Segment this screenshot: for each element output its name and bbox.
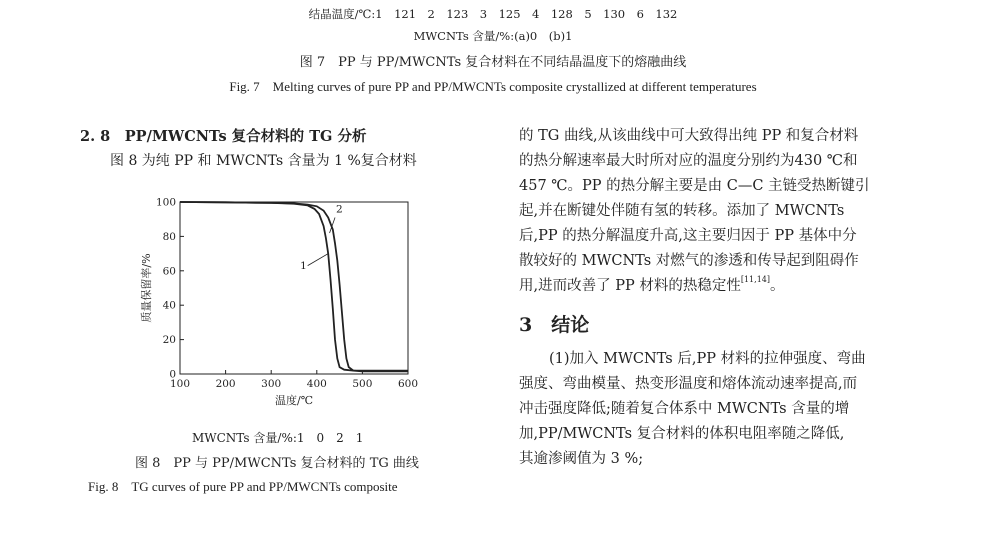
body-line: 散较好的 MWCNTs 对燃气的渗透和传导起到阻碍作 xyxy=(519,253,859,269)
x-tick-label: 300 xyxy=(261,378,282,390)
body-line: 的热分解速率最大时所对应的温度分别约为430 ℃和 xyxy=(519,153,858,169)
y-tick-label: 100 xyxy=(155,196,176,209)
plot-frame xyxy=(180,202,408,374)
curve-leader-1 xyxy=(308,254,329,266)
body-line: 的 TG 曲线,从该曲线中可大致得出纯 PP 和复合材料 xyxy=(519,128,859,144)
conclusion-line: 加,PP/MWCNTs 复合材料的体积电阻率随之降低, xyxy=(519,426,845,442)
x-tick-label: 200 xyxy=(215,378,236,390)
x-axis-label: 温度/℃ xyxy=(274,394,314,407)
conclusion-heading: 3 结论 xyxy=(519,314,590,336)
conclusion-line: 冲击强度降低;随着复合体系中 MWCNTs 含量的增 xyxy=(519,401,850,417)
series-line-1 xyxy=(180,202,408,371)
body-line: 457 ℃。PP 的热分解主要是由 C—C 主链受热断键引 xyxy=(519,178,870,194)
body-line: 起,并在断键处伴随有氢的转移。添加了 MWCNTs xyxy=(519,203,845,219)
y-tick-label: 20 xyxy=(162,334,176,347)
section-heading-2-8: 2. 8 PP/MWCNTs 复合材料的 TG 分析 xyxy=(80,128,367,145)
body-line-end: 。 xyxy=(770,278,785,294)
right-column xyxy=(519,124,939,472)
conclusion-line: (1)加入 MWCNTs 后,PP 材料的拉伸强度、弯曲 xyxy=(549,351,866,367)
x-tick-label: 500 xyxy=(352,378,373,390)
body-line: 后,PP 的热分解温度升高,这主要归因于 PP 基体中分 xyxy=(519,228,857,244)
x-tick-label: 400 xyxy=(306,378,327,390)
tg-chart xyxy=(130,190,430,420)
fig8-legend: MWCNTs 含量/%:1 0 2 1 xyxy=(192,431,364,445)
x-tick-label: 600 xyxy=(397,378,419,390)
fig7-caption-en: Fig. 7 Melting curves of pure PP and PP/MWCNTs composite crystallized at different temperatures xyxy=(229,79,757,94)
series-line-2 xyxy=(180,202,408,371)
left-body-text: 图 8 为纯 PP 和 MWCNTs 含量为 1 %复合材料 xyxy=(110,153,417,169)
y-axis-label: 质量保留率/% xyxy=(140,253,153,323)
y-tick-label: 0 xyxy=(169,368,176,381)
y-tick-label: 60 xyxy=(162,265,176,278)
fig7-legend-temperatures: 结晶温度/℃:1 121 2 123 3 125 4 128 5 130 6 132 xyxy=(308,7,678,21)
y-tick-label: 80 xyxy=(162,230,176,243)
fig8-caption-cn: 图 8 PP 与 PP/MWCNTs 复合材料的 TG 曲线 xyxy=(135,456,419,471)
citation-link[interactable]: [11,14] xyxy=(740,275,770,284)
curve-label-2: 2 xyxy=(335,203,343,216)
y-tick-label: 40 xyxy=(162,299,176,312)
fig7-caption-cn: 图 7 PP 与 PP/MWCNTs 复合材料在不同结晶温度下的熔融曲线 xyxy=(299,55,687,70)
conclusion-line: 其逾渗阈值为 3 %; xyxy=(519,451,644,467)
fig8-caption-en: Fig. 8 TG curves of pure PP and PP/MWCNTs composite xyxy=(88,479,398,494)
body-line-text: 用,进而改善了 PP 材料的热稳定性 xyxy=(519,278,741,294)
body-line-cited xyxy=(519,274,939,299)
conclusion-line: 强度、弯曲模量、热变形温度和熔体流动速率提高,而 xyxy=(519,376,858,392)
fig7-legend-content: MWCNTs 含量/%:(a)0 (b)1 xyxy=(413,29,573,43)
curve-label-1: 1 xyxy=(300,260,307,273)
x-tick-label: 100 xyxy=(169,378,191,390)
